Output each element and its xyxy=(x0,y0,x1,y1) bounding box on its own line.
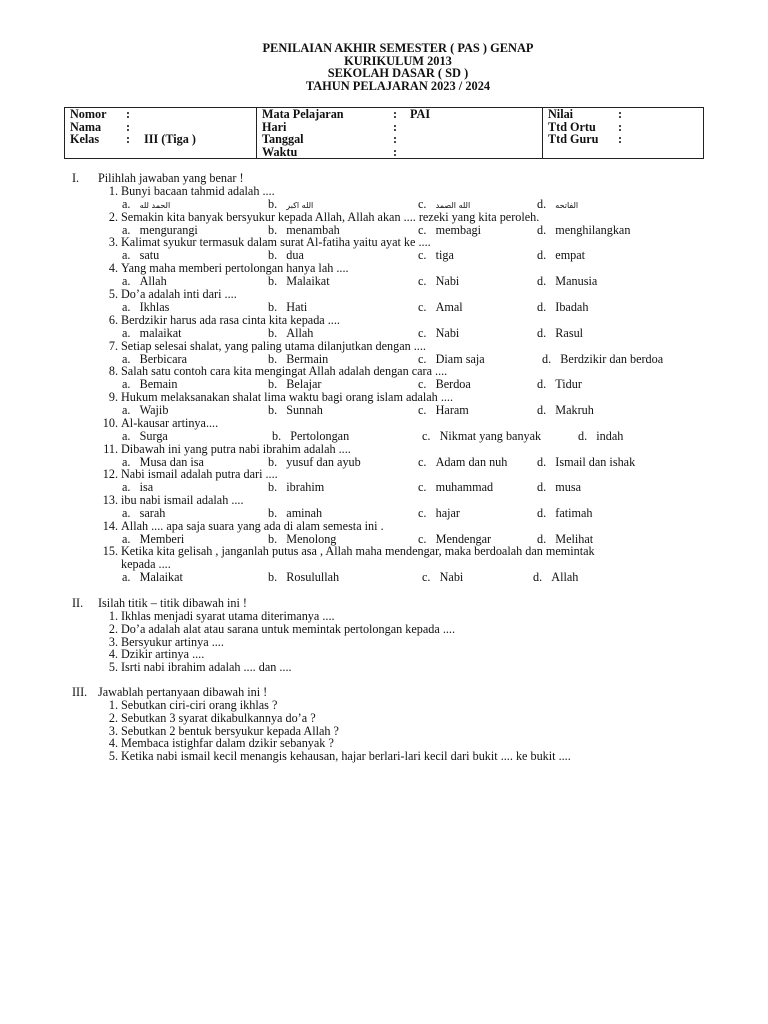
question-number: 15. xyxy=(102,544,118,558)
option-letter: c. xyxy=(418,352,427,366)
option-letter: d. xyxy=(537,506,547,520)
item-number: 4. xyxy=(108,647,118,662)
option-text: mengurangi xyxy=(139,223,198,237)
item-text: Sebutkan ciri-ciri orang ikhlas ? xyxy=(121,698,278,712)
question-number: 3. xyxy=(108,235,118,249)
item-number: 5. xyxy=(108,660,118,675)
question-text: Al-kausar artinya.... xyxy=(121,416,219,430)
student-info-table xyxy=(64,107,704,159)
option-letter: a. xyxy=(122,274,131,288)
option-text: aminah xyxy=(286,506,323,520)
option-letter: b. xyxy=(268,455,278,469)
option-text: Allah xyxy=(139,274,167,288)
answer-option xyxy=(268,481,324,494)
answer-option xyxy=(422,430,541,443)
option-text: hajar xyxy=(435,506,460,520)
question-text: Kalimat syukur termasuk dalam surat Al-fatiha yaitu ayat ke .... xyxy=(121,235,431,249)
curriculum: KURIKULUM 2013 xyxy=(344,53,452,68)
item-number: 4. xyxy=(108,736,118,751)
option-letter: d. xyxy=(542,352,552,366)
option-text: tiga xyxy=(435,248,454,262)
question-number: 9. xyxy=(108,390,118,404)
option-text: Rasul xyxy=(555,326,584,340)
item-number: 1. xyxy=(108,609,118,623)
option-letter: d. xyxy=(537,326,547,340)
answer-option xyxy=(537,378,582,391)
question-text: Salah satu contoh cara kita mengingat Allah adalah dengan cara .... xyxy=(121,364,448,378)
option-text: empat xyxy=(555,248,586,262)
option-letter: c. xyxy=(418,377,427,391)
item-number: 3. xyxy=(108,634,118,649)
option-letter: a. xyxy=(122,480,131,494)
answer-option xyxy=(268,456,361,469)
option-letter: d. xyxy=(537,403,547,417)
academic-year: TAHUN PELAJARAN 2023 / 2024 xyxy=(305,78,491,93)
option-letter: a. xyxy=(122,455,131,469)
option-letter: a. xyxy=(122,377,131,391)
option-letter: d. xyxy=(537,377,547,391)
option-letter: d. xyxy=(533,570,543,584)
option-letter: a. xyxy=(122,248,131,262)
option-text: indah xyxy=(596,429,624,443)
option-text: الحمد لله xyxy=(139,201,171,210)
section-instruction: Jawablah pertanyaan dibawah ini ! xyxy=(98,685,268,699)
option-text: satu xyxy=(139,248,160,262)
question-text: Ketika kita gelisah , janganlah putus asa , Allah maha mendengar, maka berdoalah dan memintak xyxy=(121,544,595,558)
option-letter: b. xyxy=(268,223,278,237)
option-text: malaikat xyxy=(139,326,182,340)
option-letter: c. xyxy=(422,570,431,584)
option-letter: c. xyxy=(418,506,427,520)
item-text: Sebutkan 3 syarat dikabulkannya do’a ? xyxy=(121,710,316,725)
option-text: fatimah xyxy=(555,506,593,520)
option-text: Adam dan nuh xyxy=(435,455,508,469)
section-number: I. xyxy=(72,171,80,185)
question-text: Yang maha memberi pertolongan hanya lah .... xyxy=(121,261,349,275)
option-text: Nikmat yang banyak xyxy=(439,429,542,443)
option-text: Bemain xyxy=(139,377,178,391)
item-text: Sebutkan 2 bentuk bersyukur kepada Allah ? xyxy=(121,723,339,738)
answer-option xyxy=(418,404,469,417)
option-letter: d. xyxy=(537,455,547,469)
answer-option xyxy=(542,353,663,366)
option-text: Surga xyxy=(139,429,168,443)
question-text: Hukum melaksanakan shalat lima waktu bagi orang islam adalah .... xyxy=(121,390,454,404)
option-letter: a. xyxy=(122,300,131,314)
option-text: Berbicara xyxy=(139,352,187,366)
option-text: Amal xyxy=(435,300,463,314)
exam-title: PENILAIAN AKHIR SEMESTER ( PAS ) GENAP xyxy=(262,41,534,55)
item-number: 3. xyxy=(108,723,118,738)
question-number: 13. xyxy=(102,493,118,507)
option-text: membagi xyxy=(435,223,481,237)
question-number: 12. xyxy=(102,467,118,481)
option-text: Mendengar xyxy=(435,532,492,546)
option-letter: c. xyxy=(418,223,427,237)
option-letter: c. xyxy=(418,248,427,262)
option-text: sarah xyxy=(139,506,166,520)
option-letter: a. xyxy=(122,352,131,366)
question-text: Nabi ismail adalah putra dari .... xyxy=(121,467,278,481)
answer-option xyxy=(537,507,593,520)
info-col-grade xyxy=(543,108,704,159)
option-text: Memberi xyxy=(139,532,185,546)
item-text: Do’a adalah alat atau sarana untuk memintak pertolongan kepada .... xyxy=(121,621,456,636)
item-number: 1. xyxy=(108,698,118,712)
info-row: Waktu : xyxy=(262,144,398,159)
option-letter: b. xyxy=(268,352,278,366)
info-row: Nilai : xyxy=(548,107,623,121)
answer-option xyxy=(268,571,339,584)
option-letter: a. xyxy=(122,197,131,211)
item-number: 2. xyxy=(108,621,118,636)
option-text: menambah xyxy=(286,223,340,237)
option-text: Tidur xyxy=(555,377,582,391)
section-number: III. xyxy=(72,685,88,699)
option-letter: d. xyxy=(537,248,547,262)
answer-option xyxy=(268,275,330,288)
answer-option xyxy=(537,301,588,314)
class-value: III (Tiga ) xyxy=(144,132,196,146)
option-letter: b. xyxy=(272,429,282,443)
option-text: Nabi xyxy=(439,570,464,584)
item-text: Ikhlas menjadi syarat utama diterimanya .... xyxy=(121,609,335,623)
answer-option xyxy=(533,571,578,584)
question-text: Do’a adalah inti dari .... xyxy=(121,287,237,301)
question-text: Allah .... apa saja suara yang ada di alam semesta ini . xyxy=(121,519,384,533)
option-letter: d. xyxy=(537,223,547,237)
answer-option xyxy=(418,456,507,469)
school-level: SEKOLAH DASAR ( SD ) xyxy=(327,66,469,81)
answer-option xyxy=(422,571,463,584)
option-letter: b. xyxy=(268,197,278,211)
option-text: Menolong xyxy=(286,532,337,546)
item-text: Bersyukur artinya .... xyxy=(121,634,224,649)
item-text: Dzikir artinya .... xyxy=(121,647,205,662)
option-text: muhammad xyxy=(435,480,494,494)
option-text: Sunnah xyxy=(286,403,323,417)
answer-option xyxy=(537,456,635,469)
option-letter: b. xyxy=(268,506,278,520)
option-text: Bermain xyxy=(286,352,329,366)
info-row: Mata Pelajaran : PAI xyxy=(262,107,431,121)
option-letter: b. xyxy=(268,570,278,584)
option-text: Melihat xyxy=(555,532,594,546)
item-number: 5. xyxy=(108,749,118,764)
option-letter: b. xyxy=(268,480,278,494)
answer-option xyxy=(122,571,183,584)
answer-option xyxy=(418,301,463,314)
question-number: 8. xyxy=(108,364,118,378)
info-row: Ttd Ortu : xyxy=(548,119,623,134)
option-text: Rosulullah xyxy=(286,570,340,584)
option-text: Belajar xyxy=(286,377,322,391)
answer-option xyxy=(418,275,459,288)
option-letter: c. xyxy=(418,274,427,288)
subject-value: PAI xyxy=(410,107,431,121)
question-text: Dibawah ini yang putra nabi ibrahim adalah .... xyxy=(121,442,351,456)
option-text: Hati xyxy=(286,300,308,314)
question-number: 10. xyxy=(102,416,118,430)
option-letter: d. xyxy=(537,532,547,546)
option-letter: b. xyxy=(268,248,278,262)
option-letter: b. xyxy=(268,326,278,340)
option-text: menghilangkan xyxy=(555,223,631,237)
info-row: Nomor : xyxy=(70,107,131,121)
info-row: Nama : xyxy=(70,119,131,134)
question-text: Berdzikir harus ada rasa cinta kita kepada .... xyxy=(121,313,340,327)
question-text: kepada .... xyxy=(121,557,171,571)
option-text: Allah xyxy=(286,326,314,340)
option-text: Nabi xyxy=(435,326,460,340)
option-letter: c. xyxy=(418,403,427,417)
answer-option xyxy=(537,224,630,237)
option-letter: d. xyxy=(537,197,547,211)
question-text: Semakin kita banyak bersyukur kepada Allah, Allah akan .... rezeki yang kita peroleh. xyxy=(121,210,540,224)
option-text: Nabi xyxy=(435,274,460,288)
question-number: 4. xyxy=(108,261,118,275)
question-number: 11. xyxy=(103,442,118,456)
answer-option xyxy=(418,481,493,494)
option-text: Berdzikir dan berdoa xyxy=(560,352,664,366)
option-letter: a. xyxy=(122,326,131,340)
option-text: isa xyxy=(139,480,154,494)
answer-option xyxy=(578,430,623,443)
option-letter: b. xyxy=(268,532,278,546)
section-number: II. xyxy=(72,596,84,610)
option-letter: d. xyxy=(537,480,547,494)
option-text: Allah xyxy=(551,570,579,584)
question-text: Bunyi bacaan tahmid adalah .... xyxy=(121,184,275,198)
option-text: الفاتحه xyxy=(555,201,579,210)
option-letter: c. xyxy=(418,455,427,469)
option-letter: a. xyxy=(122,429,131,443)
section-instruction: Pilihlah jawaban yang benar ! xyxy=(98,171,244,185)
option-text: ibrahim xyxy=(286,480,325,494)
section-instruction: Isilah titik – titik dibawah ini ! xyxy=(98,596,247,610)
item-text: Membaca istighfar dalam dzikir sebanyak ? xyxy=(121,736,334,751)
option-letter: a. xyxy=(122,223,131,237)
item-text: Isrti nabi ibrahim adalah .... dan .... xyxy=(121,660,292,675)
option-letter: b. xyxy=(268,300,278,314)
info-row: Hari : xyxy=(262,119,398,134)
option-letter: c. xyxy=(418,197,427,211)
option-text: Manusia xyxy=(555,274,598,288)
option-text: Ikhlas xyxy=(139,300,170,314)
option-letter: b. xyxy=(268,377,278,391)
option-letter: a. xyxy=(122,403,131,417)
info-row: Kelas : III (Tiga ) xyxy=(70,132,196,146)
answer-option xyxy=(537,327,583,340)
option-letter: c. xyxy=(418,326,427,340)
option-text: Ismail dan ishak xyxy=(555,455,636,469)
answer-option xyxy=(418,507,460,520)
item-number: 2. xyxy=(108,710,118,725)
question-text: ibu nabi ismail adalah .... xyxy=(121,493,244,507)
option-text: Ibadah xyxy=(555,300,589,314)
answer-option xyxy=(537,481,581,494)
option-text: Pertolongan xyxy=(290,429,350,443)
info-row: Ttd Guru : xyxy=(548,132,623,146)
option-text: Haram xyxy=(435,403,469,417)
option-text: Wajib xyxy=(139,403,169,417)
option-letter: c. xyxy=(418,532,427,546)
option-letter: d. xyxy=(537,300,547,314)
answer-option xyxy=(537,404,594,417)
option-text: Berdoa xyxy=(435,377,471,391)
option-letter: d. xyxy=(578,429,588,443)
question-number: 5. xyxy=(108,287,118,301)
option-letter: c. xyxy=(418,300,427,314)
option-letter: a. xyxy=(122,532,131,546)
option-text: Diam saja xyxy=(435,352,485,366)
answer-option xyxy=(537,275,597,288)
option-text: الله الصمد xyxy=(435,201,471,210)
option-letter: c. xyxy=(418,480,427,494)
option-text: Malaikat xyxy=(286,274,330,288)
question-number: 6. xyxy=(108,313,118,327)
question-number: 1. xyxy=(108,184,118,198)
option-text: Musa dan isa xyxy=(139,455,204,469)
option-text: musa xyxy=(555,480,582,494)
option-letter: b. xyxy=(268,403,278,417)
question-number: 7. xyxy=(108,339,118,353)
option-letter: b. xyxy=(268,274,278,288)
option-text: dua xyxy=(286,248,304,262)
option-letter: c. xyxy=(422,429,431,443)
exam-header xyxy=(0,42,768,92)
option-letter: a. xyxy=(122,506,131,520)
question-number: 14. xyxy=(102,519,118,533)
option-letter: a. xyxy=(122,570,131,584)
answer-option xyxy=(418,249,454,262)
info-row: Tanggal : xyxy=(262,132,398,146)
question-text: Setiap selesai shalat, yang paling utama dilanjutkan dengan .... xyxy=(121,339,426,353)
item-text: Ketika nabi ismail kecil menangis kehausan, hajar berlari-lari kecil dari bukit .... ke bukit .... xyxy=(121,749,571,764)
answer-option xyxy=(537,249,585,262)
option-text: yusuf dan ayub xyxy=(286,455,361,469)
answer-option xyxy=(268,404,323,417)
answer-option xyxy=(537,198,578,212)
info-col-student xyxy=(65,108,257,159)
question-number: 2. xyxy=(108,210,118,224)
option-text: Makruh xyxy=(555,403,594,417)
option-text: Malaikat xyxy=(139,570,183,584)
option-text: الله اكبر xyxy=(286,201,314,210)
info-col-subject xyxy=(257,108,543,159)
option-letter: d. xyxy=(537,274,547,288)
